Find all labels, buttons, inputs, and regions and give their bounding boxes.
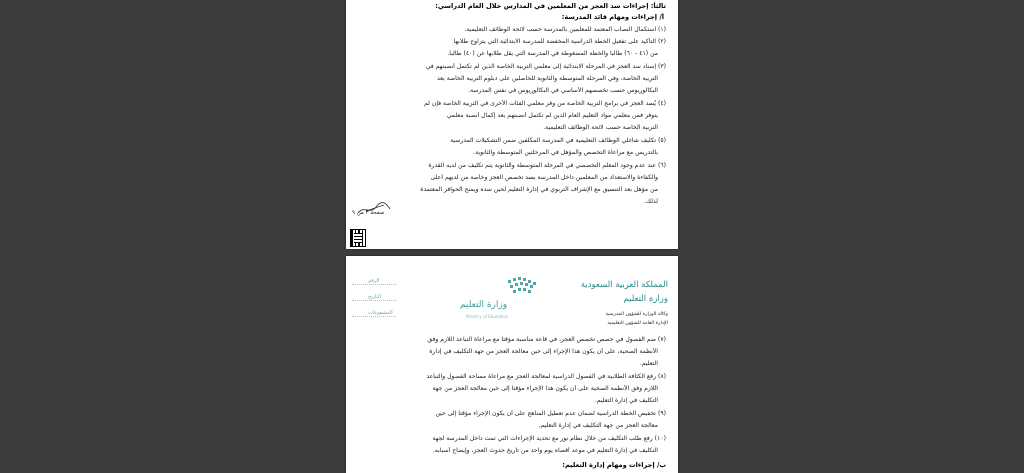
field-line	[352, 300, 396, 301]
field-label-number: الرقم	[368, 278, 380, 284]
logo-text: وزارة التعليم	[460, 300, 508, 310]
text-line: التكليف في إدارة التعليم.	[594, 397, 658, 404]
text-line: التكليف في إدارة التعليم في موعد أقصاه يوم واحد من تاريخ حدوث العجز، وإيضاح أسبابه.	[432, 447, 658, 454]
text-line: (٥) تكليف شاغلي الوظائف التعليمية في المدرسة المكلفين ضمن التشكيلات المدرسية	[450, 137, 666, 144]
field-line	[352, 284, 396, 285]
text-line: والكفاءة والاستعداد من المعلمين داخل المدرسة بسد تخصص العجز وخاصة من لديهم أعلى	[430, 174, 658, 181]
text-line: بالتدريس مع مراعاة التخصص والمؤهل في المرحلتين المتوسطة والثانوية.	[473, 149, 658, 156]
subsection-heading: ب/ إجراءات ومهام إدارة التعليم:	[562, 461, 666, 469]
ministry-logo	[456, 274, 546, 324]
text-line: من مؤهل بعد التنسيق مع الإشراف التربوي في إدارة التعليم لحين سده ويمنح الحوافز المعتمدة	[420, 186, 658, 193]
field-line	[352, 316, 396, 317]
text-line: (٤) يُسد العجز في برامج التربية الخاصة من وفر معلمي الفئات الأخرى في التربية الخاصة فإن لم	[424, 100, 666, 107]
agency-name: وكالة الوزارة للشؤون المدرسية	[605, 312, 668, 317]
text-line: (٣) إسناد سد العجز في المرحلة الابتدائية إلى معلمي التربية الخاصة الذين لم تكتمل أنصبتهم في	[425, 63, 666, 70]
text-line: الأنظمة الصحية، على أن يكون هذا الإجراء إلى حين معالجة العجز من جهة التكليف في إدارة	[429, 348, 658, 355]
text-line: البكالوريوس حسب تخصصهم الأساسي في البكالوريوس في نفس المدرسة.	[468, 87, 658, 94]
field-label-attachments: المشفوعات	[368, 310, 393, 316]
text-line: لذلك.	[644, 198, 658, 205]
text-line: التربية الخاصة حسب لائحة الوظائف التعليمية.	[543, 124, 658, 131]
document-page-2[interactable]	[346, 256, 678, 473]
text-line: (٦) عند عدم وجود المعلم التخصصي في المرحلة المتوسطة والثانوية يتم تكليف من لديه القدرة	[428, 162, 666, 169]
text-line: التربية الخاصة، وفي المرحلة المتوسطة والثانوية للحاصلين على دبلوم التربية الخاصة بعد	[436, 75, 658, 82]
text-line: يتوفر فمن معلمي مواد التعليم العام الذين لم تكتمل أنصبتهم بعد إكمال أنصبة معلمي	[446, 112, 658, 119]
text-line: (٢) التأكيد على تفعيل الخطة الدراسية المخفضة للمدرسة الابتدائية التي يتراوح طلابها	[453, 38, 666, 45]
qr-code-icon	[350, 229, 366, 247]
section-heading: ثالثاً: إجراءات سد العجز من المعلمين في المدارس خلال العام الدراسي:	[435, 2, 666, 10]
text-line: اللازم وفق الأنظمة الصحية على أن يكون هذا الإجراء مؤقتاً إلى حين معالجة العجز من جهة	[432, 385, 658, 392]
org-name: المملكة العربية السعودية	[580, 280, 668, 290]
text-line: من (٤١ - ٦٠) طالباً والخطة المضغوطة في المدرسة التي يقل طلابها عن (٤٠) طالباً.	[447, 50, 658, 57]
page-number: صفحة ٣ من ٩	[352, 210, 385, 216]
ministry-name: وزارة التعليم	[623, 294, 668, 304]
field-label-date: التاريخ	[368, 294, 381, 300]
text-line: (١٠) رفع طلب التكليف من خلال نظام نور مع تحديد الإجراءات التي تمت داخل المدرسة لجهة	[432, 435, 666, 442]
text-line: (٧) ضم الفصول في حصص تخصص العجز، في قاعة مناسبة مؤقتاً مع مراعاة التباعد اللازم وفق	[427, 336, 666, 343]
department-name: الإدارة العامة للشؤون التعليمية	[607, 321, 668, 326]
logo-subtext: Ministry of Education	[466, 314, 509, 319]
text-line: معالجة العجز من جهة التكليف في إدارة التعليم.	[538, 422, 658, 429]
text-line: (١) استكمال النصاب المعتمد للمعلمين بالمدرسة حسب لائحة الوظائف التعليمية.	[464, 26, 666, 33]
subsection-heading: أ/ إجراءات ومهام قائد المدرسة:	[561, 13, 664, 21]
text-line: (٨) رفع الكثافة الطلابية في الفصول الدراسية لمعالجة العجز مع مراعاة مساحة الفصول والتباعد	[426, 373, 666, 380]
text-line: (٩) تخفيض الخطة الدراسية لضمان عدم تعطيل المناهج على أن يكون الإجراء مؤقتاً إلى حين	[435, 410, 666, 417]
text-line: التعليم.	[639, 360, 658, 367]
document-page-1[interactable]	[346, 0, 678, 249]
